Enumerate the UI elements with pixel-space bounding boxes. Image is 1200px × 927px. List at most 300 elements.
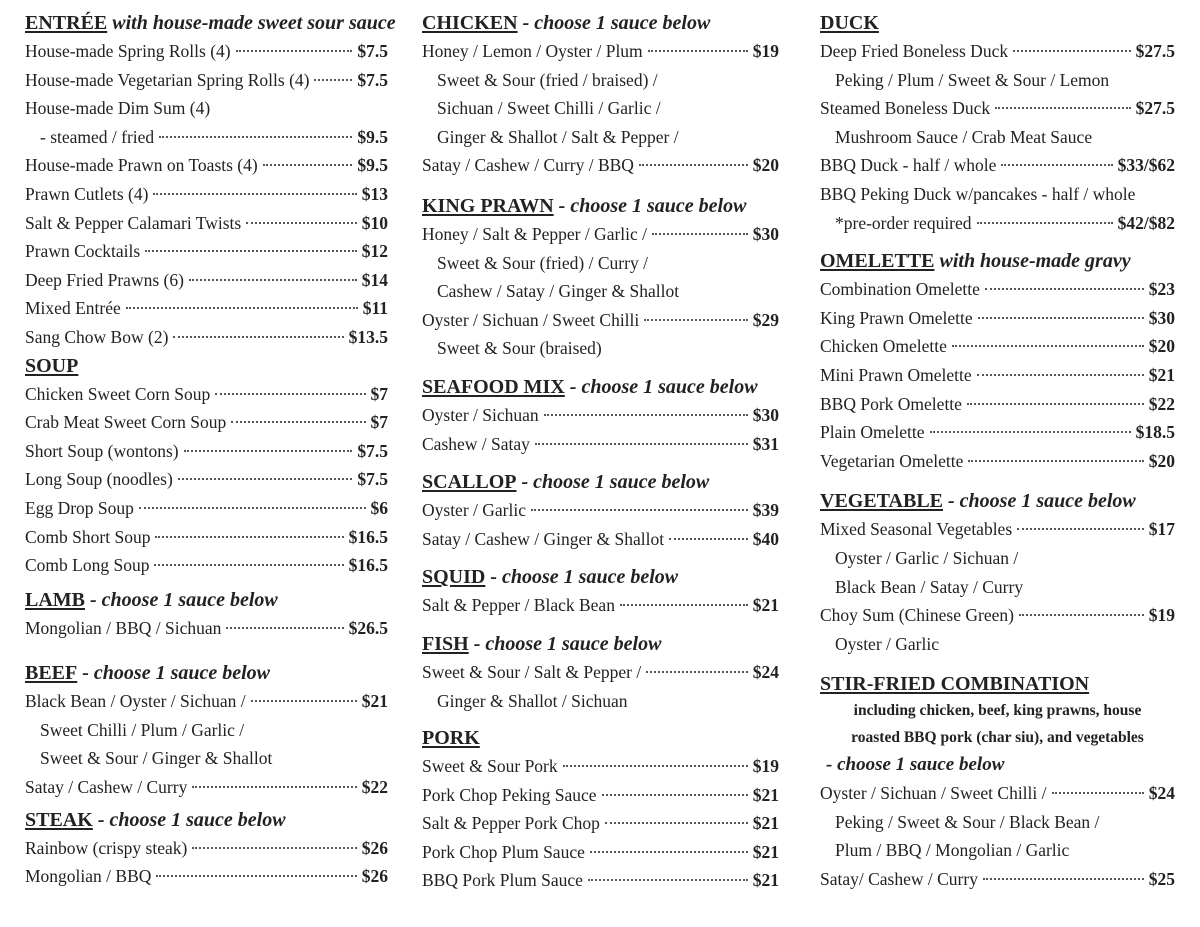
item-name: Short Soup (wontons) — [25, 440, 179, 461]
section-fish — [422, 630, 779, 715]
leader-dots — [189, 279, 357, 281]
item-price: $10 — [361, 212, 388, 233]
leader-dots — [977, 374, 1144, 376]
menu-item — [422, 37, 779, 66]
menu-item — [25, 687, 388, 716]
section-title: ENTRÉE — [25, 12, 108, 34]
item-name: Sweet & Sour (fried / braised) / — [437, 69, 658, 90]
leader-dots — [1013, 50, 1131, 52]
item-name: Sweet & Sour (fried) / Curry / — [437, 252, 648, 273]
section-scallop — [422, 468, 779, 553]
item-name: Satay / Cashew / Curry / BBQ — [422, 155, 634, 176]
leader-dots — [605, 822, 748, 824]
menu-item — [820, 515, 1175, 544]
item-price: $13 — [361, 183, 388, 204]
menu-item — [25, 151, 388, 180]
item-name: Salt & Pepper / Black Bean — [422, 595, 615, 616]
leader-dots — [639, 164, 748, 166]
item-name: Honey / Lemon / Oyster / Plum — [422, 41, 643, 61]
leader-dots — [1001, 164, 1112, 166]
leader-dots — [246, 222, 357, 224]
menu-item — [820, 418, 1175, 447]
item-price: $20 — [752, 155, 779, 176]
section-heading — [25, 659, 388, 687]
item-name: Mini Prawn Omelette — [820, 364, 972, 385]
item-name: Plain Omelette — [820, 422, 925, 443]
item-price: $7 — [370, 383, 388, 404]
menu-item — [820, 544, 1175, 573]
leader-dots — [154, 564, 343, 566]
menu-item — [820, 94, 1175, 123]
section-subtitle: - choose 1 sauce below — [943, 490, 1136, 513]
item-name: Satay / Cashew / Curry — [25, 777, 188, 798]
item-name: Sang Chow Bow (2) — [25, 326, 169, 347]
menu-item — [422, 658, 779, 687]
item-price: $21 — [752, 841, 779, 862]
menu-item — [422, 496, 779, 525]
section-subtitle: - choose 1 sauce below — [485, 566, 679, 589]
section-title: OMELETTE — [820, 250, 935, 273]
item-price: $24 — [1148, 783, 1175, 804]
item-price: $7.5 — [357, 69, 388, 90]
section-subtitle: - choose 1 sauce below — [92, 808, 286, 831]
item-name: Pork Chop Peking Sauce — [422, 784, 597, 805]
section-heading — [820, 247, 1175, 275]
menu-item — [422, 752, 779, 781]
section-subtitle: - choose 1 sauce below — [553, 194, 747, 217]
item-price: $40 — [752, 528, 779, 549]
section-subtitle: - choose 1 sauce below — [826, 754, 1005, 776]
item-name: Peking / Plum / Sweet & Sour / Lemon — [835, 69, 1110, 90]
leader-dots — [155, 536, 343, 538]
item-price: $26 — [361, 837, 388, 858]
menu-item — [820, 601, 1175, 630]
item-price: $21 — [361, 691, 388, 712]
item-name: - steamed / fried — [40, 126, 155, 147]
section-soup — [25, 352, 388, 580]
section-subtitle: - choose 1 sauce below — [517, 12, 711, 34]
menu-item — [820, 66, 1175, 95]
item-name: Comb Long Soup — [25, 555, 150, 576]
menu-item — [25, 716, 388, 745]
leader-dots — [263, 164, 353, 166]
leader-dots — [652, 233, 748, 235]
item-name: Prawn Cutlets (4) — [25, 183, 149, 204]
item-name: Mixed Seasonal Vegetables — [820, 519, 1013, 540]
item-price: $42/$82 — [1117, 212, 1175, 233]
section-king-prawn — [422, 192, 779, 363]
item-price: $7 — [370, 412, 388, 433]
section-title: BEEF — [25, 662, 78, 685]
item-price: $14 — [361, 269, 388, 290]
menu-item — [820, 779, 1175, 808]
item-name: Cashew / Satay — [422, 433, 530, 454]
item-price: $9.5 — [357, 126, 388, 147]
section-title: SOUP — [25, 354, 79, 377]
item-price: $21 — [752, 595, 779, 616]
item-name: Long Soup (noodles) — [25, 469, 173, 490]
section-subtitle: - choose 1 sauce below — [85, 588, 278, 611]
leader-dots — [563, 765, 748, 767]
leader-dots — [952, 345, 1144, 347]
leader-dots — [985, 288, 1144, 290]
item-name: Mongolian / BBQ / Sichuan — [25, 617, 222, 638]
item-price: $17 — [1148, 519, 1175, 540]
menu-item — [25, 266, 388, 295]
menu-item — [422, 94, 779, 123]
section-note: including chicken, beef, king prawns, house — [853, 702, 1142, 720]
menu-item — [25, 37, 388, 66]
item-name: Salt & Pepper Calamari Twists — [25, 212, 242, 233]
menu-item — [820, 361, 1175, 390]
item-name: Black Bean / Oyster / Sichuan / — [25, 691, 246, 712]
item-price: $24 — [752, 661, 779, 682]
item-price: $19 — [752, 756, 779, 777]
menu-item — [820, 180, 1175, 209]
item-price: $18.5 — [1135, 422, 1175, 443]
leader-dots — [215, 393, 365, 395]
section-beef — [25, 659, 388, 801]
item-price: $30 — [752, 404, 779, 425]
section-title: STIR-FRIED COMBINATION — [820, 673, 1090, 696]
section-title: DUCK — [820, 12, 879, 34]
menu-item — [422, 151, 779, 180]
menu-item — [25, 862, 388, 891]
section-title: CHICKEN — [422, 12, 518, 34]
leader-dots — [978, 317, 1144, 319]
item-name: Oyster / Garlic — [422, 500, 526, 521]
section-heading — [820, 670, 1175, 698]
item-name: Honey / Salt & Pepper / Garlic / — [422, 223, 648, 244]
leader-dots — [139, 507, 366, 509]
leader-dots — [977, 222, 1113, 224]
item-name: House-made Dim Sum (4) — [25, 98, 211, 119]
menu-item — [422, 66, 779, 95]
item-name: House-made Vegetarian Spring Rolls (4) — [25, 69, 310, 90]
leader-dots — [588, 879, 748, 881]
item-name: Crab Meat Sweet Corn Soup — [25, 412, 227, 433]
section-title: SCALLOP — [422, 471, 517, 494]
section-squid — [422, 563, 779, 620]
section-pork — [422, 724, 779, 895]
leader-dots — [231, 421, 365, 423]
item-price: $11 — [362, 298, 388, 319]
section-subtitle: - choose 1 sauce below — [77, 662, 271, 685]
menu-item — [820, 390, 1175, 419]
leader-dots — [184, 450, 353, 452]
menu-item — [25, 773, 388, 802]
menu-item — [820, 573, 1175, 602]
item-name: Deep Fried Prawns (6) — [25, 269, 184, 290]
menu-item — [25, 523, 388, 552]
menu-item — [820, 447, 1175, 476]
menu-item — [25, 380, 388, 409]
item-name: Salt & Pepper Pork Chop — [422, 813, 600, 834]
menu-item — [422, 277, 779, 306]
leader-dots — [126, 307, 358, 309]
leader-dots — [192, 847, 356, 849]
leader-dots — [967, 403, 1144, 405]
item-name: King Prawn Omelette — [820, 307, 973, 328]
leader-dots — [544, 414, 748, 416]
menu-item — [422, 249, 779, 278]
item-price: $25 — [1148, 869, 1175, 890]
item-price: $12 — [361, 241, 388, 262]
item-price: $30 — [752, 223, 779, 244]
section-heading — [25, 9, 396, 37]
item-name: Prawn Cocktails — [25, 241, 141, 262]
section-steak — [25, 806, 388, 891]
menu-item — [820, 123, 1175, 152]
item-price: $7.5 — [357, 440, 388, 461]
leader-dots — [646, 671, 748, 673]
item-name: BBQ Pork Omelette — [820, 393, 962, 414]
section-heading — [422, 192, 779, 220]
menu-item — [820, 37, 1175, 66]
menu-item — [820, 275, 1175, 304]
item-name: BBQ Duck - half / whole — [820, 155, 997, 176]
menu-column-1 — [25, 9, 396, 891]
leader-dots — [644, 319, 747, 321]
menu-item — [25, 66, 388, 95]
item-price: $7.5 — [357, 469, 388, 490]
menu-item — [422, 430, 779, 459]
menu-item — [25, 408, 388, 437]
menu-item — [820, 151, 1175, 180]
item-name: Chicken Omelette — [820, 336, 947, 357]
section-title: LAMB — [25, 588, 85, 611]
section-subtitle: with house-made gravy — [934, 250, 1131, 273]
item-price: $26.5 — [348, 617, 388, 638]
item-name: Sweet & Sour Pork — [422, 756, 558, 777]
item-name: Sichuan / Sweet Chilli / Garlic / — [437, 98, 661, 119]
item-name: BBQ Peking Duck w/pancakes - half / whole — [820, 183, 1136, 204]
section-title: STEAK — [25, 808, 93, 831]
menu-item — [422, 220, 779, 249]
item-name: Peking / Sweet & Sour / Black Bean / — [835, 811, 1100, 832]
menu-item — [25, 294, 388, 323]
item-price: $16.5 — [348, 555, 388, 576]
leader-dots — [669, 538, 748, 540]
item-name: Ginger & Shallot / Sichuan — [437, 690, 628, 711]
section-subtitle: - choose 1 sauce below — [468, 632, 662, 655]
section-lamb — [25, 586, 388, 643]
item-price: $19 — [752, 41, 779, 61]
item-price: $39 — [752, 500, 779, 521]
section-heading — [422, 9, 779, 37]
menu-item — [422, 809, 779, 838]
section-title: VEGETABLE — [820, 490, 943, 513]
item-price: $13.5 — [348, 326, 388, 347]
item-name: Oyster / Garlic — [835, 633, 939, 654]
menu-item — [820, 304, 1175, 333]
item-name: Plum / BBQ / Mongolian / Garlic — [835, 840, 1070, 861]
section-duck — [820, 9, 1175, 237]
item-price: $30 — [1148, 307, 1175, 328]
item-name: *pre-order required — [835, 212, 972, 233]
item-name: Sweet Chilli / Plum / Garlic / — [40, 719, 245, 740]
menu-item — [422, 525, 779, 554]
item-name: Cashew / Satay / Ginger & Shallot — [437, 281, 680, 302]
item-name: Sweet & Sour (braised) — [437, 338, 602, 359]
item-price: $16.5 — [348, 526, 388, 547]
leader-dots — [983, 878, 1144, 880]
menu-item — [25, 180, 388, 209]
menu-column-3 — [820, 9, 1175, 894]
section-heading — [820, 9, 1175, 37]
item-name: Mixed Entrée — [25, 298, 121, 319]
item-name: Steamed Boneless Duck — [820, 98, 991, 119]
menu-item — [25, 494, 388, 523]
leader-dots — [173, 336, 343, 338]
section-vegetable — [820, 487, 1175, 658]
item-price: $27.5 — [1135, 41, 1175, 61]
item-price: $21 — [752, 870, 779, 891]
item-price: $20 — [1148, 450, 1175, 471]
menu-item — [25, 465, 388, 494]
leader-dots — [159, 136, 352, 138]
item-name: Mongolian / BBQ — [25, 866, 152, 887]
menu-item — [422, 687, 779, 716]
item-price: $7.5 — [357, 41, 388, 61]
menu-item — [422, 401, 779, 430]
item-name: Choy Sum (Chinese Green) — [820, 605, 1014, 626]
item-name: House-made Spring Rolls (4) — [25, 41, 231, 61]
leader-dots — [590, 851, 748, 853]
section-subtitle: - choose 1 sauce below — [516, 471, 710, 494]
item-name: Egg Drop Soup — [25, 497, 134, 518]
section-heading — [422, 563, 779, 591]
section-heading — [25, 806, 388, 834]
section-subtitle: with house-made sweet sour sauce — [107, 12, 396, 34]
item-name: Chicken Sweet Corn Soup — [25, 383, 211, 404]
leader-dots — [178, 478, 353, 480]
item-name: Rainbow (crispy steak) — [25, 837, 188, 858]
section-chicken — [422, 9, 779, 180]
menu-item — [422, 123, 779, 152]
leader-dots — [535, 443, 748, 445]
menu-item — [25, 323, 388, 352]
menu-item — [25, 834, 388, 863]
item-price: $21 — [1148, 364, 1175, 385]
section-title: FISH — [422, 632, 469, 655]
leader-dots — [995, 107, 1131, 109]
item-name: Black Bean / Satay / Curry — [835, 576, 1024, 597]
leader-dots — [236, 50, 353, 52]
leader-dots — [314, 79, 352, 81]
item-price: $9.5 — [357, 155, 388, 176]
leader-dots — [968, 460, 1143, 462]
item-price: $27.5 — [1135, 98, 1175, 119]
item-name: Oyster / Sichuan / Sweet Chilli / — [820, 783, 1047, 804]
leader-dots — [1019, 614, 1144, 616]
leader-dots — [145, 250, 357, 252]
menu-item — [820, 630, 1175, 659]
menu-item — [820, 332, 1175, 361]
item-name: Vegetarian Omelette — [820, 450, 964, 471]
section-title: PORK — [422, 727, 480, 750]
section-note: roasted BBQ pork (char siu), and vegetables — [851, 728, 1144, 746]
section-entree — [25, 9, 396, 352]
item-price: $33/$62 — [1117, 155, 1175, 176]
leader-dots — [531, 509, 748, 511]
menu-item — [820, 836, 1175, 865]
menu-item — [422, 591, 779, 620]
menu-item — [25, 551, 388, 580]
section-heading — [422, 468, 779, 496]
menu-item — [25, 437, 388, 466]
menu-item — [25, 123, 388, 152]
menu-item — [25, 744, 388, 773]
leader-dots — [156, 875, 356, 877]
section-heading — [820, 487, 1175, 515]
item-price: $21 — [752, 784, 779, 805]
item-name: Oyster / Sichuan — [422, 404, 539, 425]
menu-item — [422, 334, 779, 363]
section-heading — [25, 352, 388, 380]
item-name: Comb Short Soup — [25, 526, 151, 547]
menu-item — [422, 866, 779, 895]
item-name: Mushroom Sauce / Crab Meat Sauce — [835, 126, 1093, 147]
menu-item — [820, 808, 1175, 837]
item-name: Sweet & Sour / Salt & Pepper / — [422, 661, 642, 682]
section-title: KING PRAWN — [422, 194, 554, 217]
section-seafood-mix — [422, 373, 779, 458]
item-price: $29 — [752, 309, 779, 330]
item-price: $22 — [1148, 393, 1175, 414]
item-name: Deep Fried Boneless Duck — [820, 41, 1009, 61]
leader-dots — [930, 431, 1131, 433]
leader-dots — [620, 604, 748, 606]
menu-item — [25, 209, 388, 238]
item-price: $19 — [1148, 605, 1175, 626]
section-heading — [422, 630, 779, 658]
menu-item — [25, 237, 388, 266]
menu-item — [25, 614, 388, 643]
leader-dots — [602, 794, 748, 796]
item-name: Oyster / Garlic / Sichuan / — [835, 547, 1019, 568]
section-heading — [422, 724, 779, 752]
item-price: $26 — [361, 866, 388, 887]
item-name: Sweet & Sour / Ginger & Shallot — [40, 748, 273, 769]
leader-dots — [153, 193, 356, 195]
item-name: Pork Chop Plum Sauce — [422, 841, 585, 862]
leader-dots — [1052, 792, 1144, 794]
item-name: Oyster / Sichuan / Sweet Chilli — [422, 309, 640, 330]
leader-dots — [192, 786, 356, 788]
menu-item — [422, 781, 779, 810]
section-omelette — [820, 247, 1175, 475]
leader-dots — [226, 627, 343, 629]
menu-column-2 — [422, 9, 779, 895]
section-heading — [422, 373, 779, 401]
section-subtitle: - choose 1 sauce below — [564, 375, 758, 398]
item-price: $6 — [370, 497, 388, 518]
item-name: Satay / Cashew / Ginger & Shallot — [422, 528, 665, 549]
section-heading — [25, 586, 388, 614]
item-price: $21 — [752, 813, 779, 834]
menu-item — [422, 306, 779, 335]
menu-item — [25, 94, 388, 123]
section-title: SEAFOOD MIX — [422, 375, 565, 398]
item-name: BBQ Pork Plum Sauce — [422, 870, 583, 891]
item-price: $23 — [1148, 279, 1175, 300]
item-price: $20 — [1148, 336, 1175, 357]
section-title: SQUID — [422, 566, 486, 589]
item-name: Ginger & Shallot / Salt & Pepper / — [437, 126, 679, 147]
item-name: House-made Prawn on Toasts (4) — [25, 155, 258, 176]
menu-item — [422, 838, 779, 867]
